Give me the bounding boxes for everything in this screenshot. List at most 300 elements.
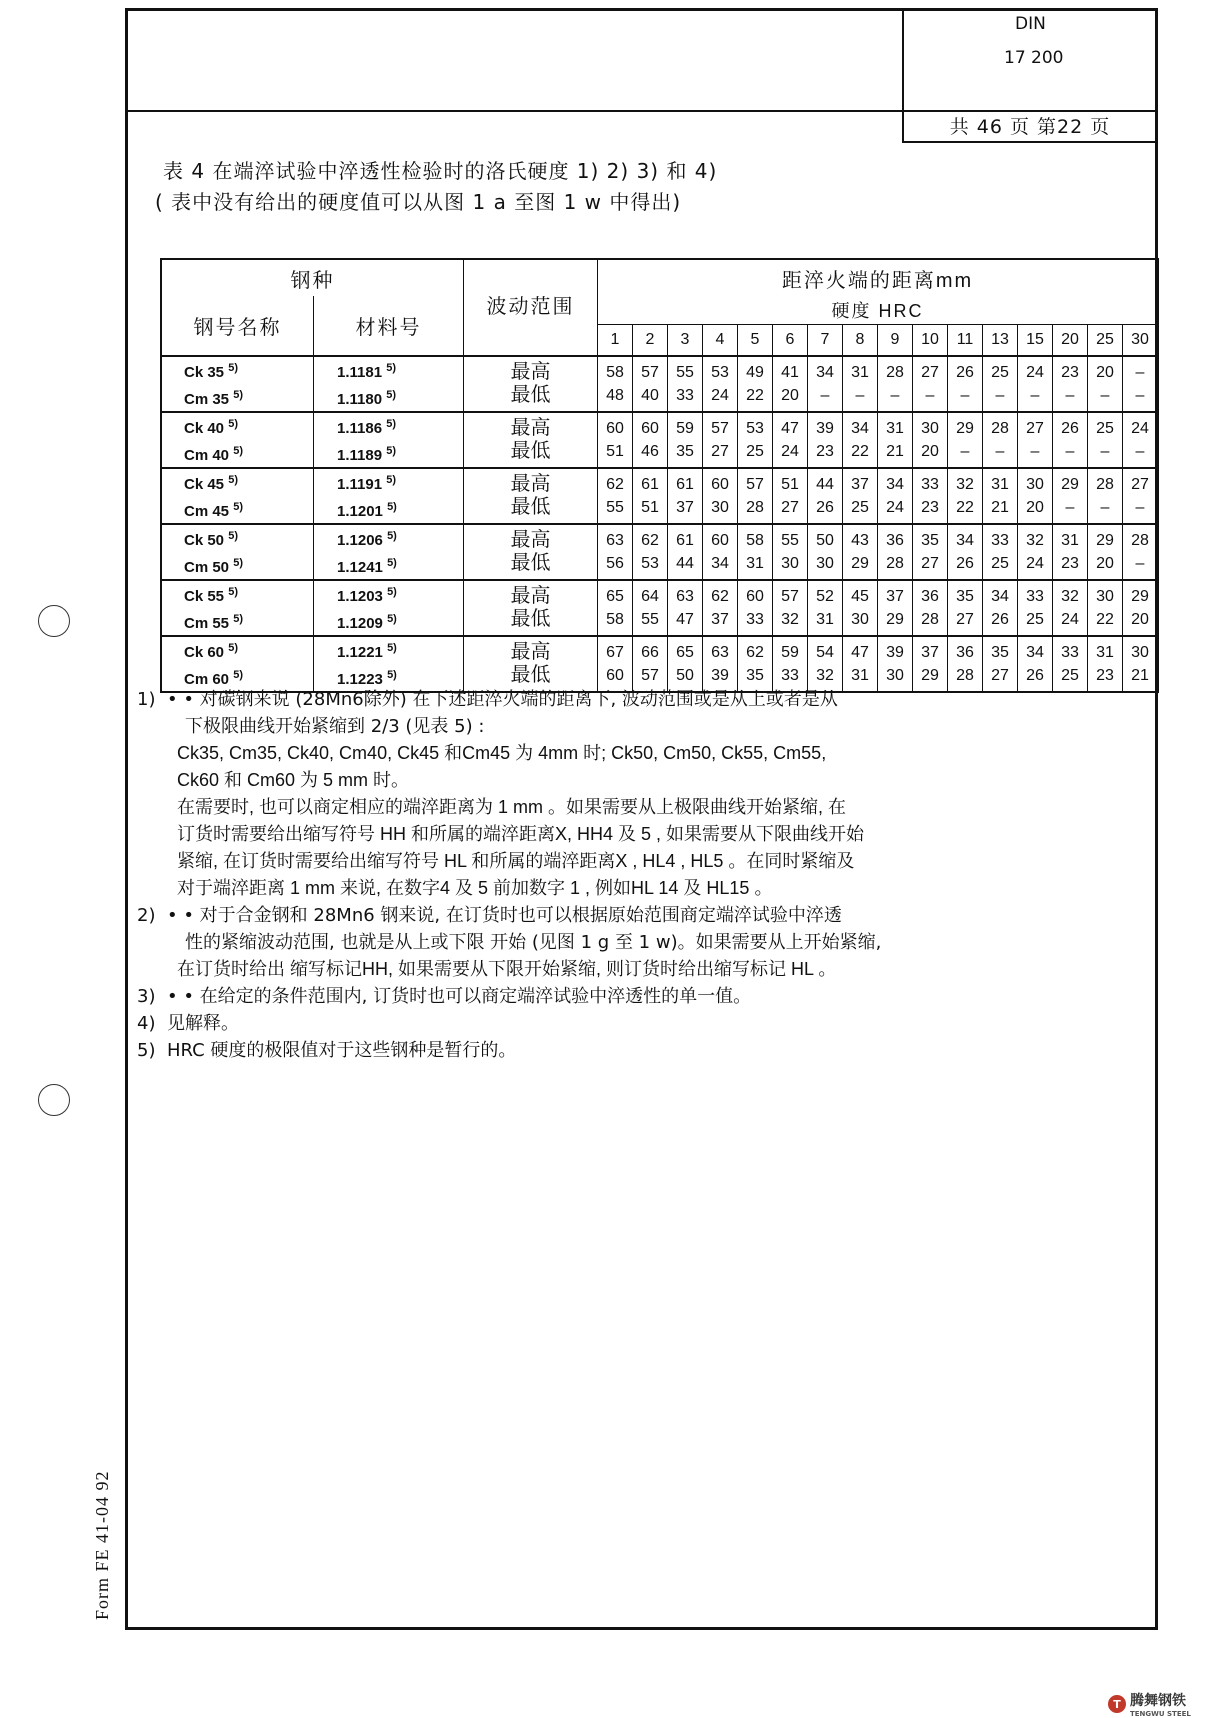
hardness-max: 26 (1061, 420, 1079, 437)
hardness-min: 25 (1026, 611, 1044, 628)
material-number: 1.1201 (337, 503, 383, 520)
min-label: 最低 (510, 552, 551, 574)
hardness-max: 47 (851, 644, 869, 661)
hardness-cell (773, 412, 808, 468)
footnote-1-line: 订货时需要给出缩写符号 HH 和所属的端淬距离X, HH4 及 5 , 如果需要从下限曲线开始 (177, 824, 865, 844)
hardness-min: 25 (746, 443, 764, 460)
material-number: 1.1181 (337, 364, 383, 381)
footnote-1-line: • • 对碳钢来说 (28Mn6除外) 在下述距淬火端的距离下, 波动范围或是从上或者是从 (167, 689, 838, 710)
hardness-cell (773, 580, 808, 636)
distance-header: 9 (878, 325, 913, 357)
hardness-max: 65 (606, 588, 624, 605)
footnote-mark: 5) (387, 586, 397, 598)
footnote-1-line: 在需要时, 也可以商定相应的端淬距离为 1 mm 。如果需要从上极限曲线开始紧缩, 在 (177, 797, 847, 817)
hardness-max: 33 (1061, 644, 1079, 661)
hardness-cell (878, 524, 913, 580)
hardness-max: 31 (991, 476, 1009, 493)
hardness-cell (878, 580, 913, 636)
hardness-max: 24 (1131, 420, 1149, 437)
hardness-max: 28 (1096, 476, 1114, 493)
hardness-cell (808, 636, 843, 692)
hardness-min: 37 (676, 499, 694, 516)
distance-header: 2 (633, 325, 668, 357)
distance-header: 7 (808, 325, 843, 357)
hardness-min: – (1030, 443, 1040, 460)
footnote-2-line: • • 对于合金钢和 28Mn6 钢来说, 在订货时也可以根据原始范围商定端淬试验中淬透 (167, 905, 842, 926)
material-number: 1.1180 (337, 391, 383, 408)
hardness-cell (633, 356, 668, 412)
footnote-mark: 5) (387, 530, 397, 542)
hardness-max: 60 (711, 476, 729, 493)
hardness-max: 28 (886, 364, 904, 381)
logo-name: 腾舞钢铁 (1130, 1693, 1186, 1709)
hardness-cell (738, 636, 773, 692)
hardness-max: 27 (1026, 420, 1044, 437)
material-number-cell (314, 580, 464, 636)
hardness-max: 59 (781, 644, 799, 661)
steel-name: Ck 45 (184, 476, 225, 493)
hardness-min: 22 (956, 499, 974, 516)
hardness-max: 25 (991, 364, 1009, 381)
hardness-min: 31 (851, 667, 869, 684)
steel-name-cell (161, 356, 314, 412)
material-number-cell (314, 524, 464, 580)
footnote-mark: 5) (228, 362, 238, 374)
distance-header: 30 (1123, 325, 1159, 357)
max-label: 最高 (510, 361, 551, 383)
hardness-max: 62 (641, 532, 659, 549)
hardness-min: 51 (606, 443, 624, 460)
hardness-max: 47 (781, 420, 799, 437)
hardness-cell (598, 580, 633, 636)
hardness-cell (983, 636, 1018, 692)
hardness-max: 23 (1061, 364, 1079, 381)
hardness-min: 53 (641, 555, 659, 572)
footnote-mark: 5) (233, 389, 243, 401)
footnote-mark: 5) (233, 557, 243, 569)
hardness-cell (633, 468, 668, 524)
hardness-max: 36 (956, 644, 974, 661)
hardness-max: 67 (606, 644, 624, 661)
hardness-max: 60 (746, 588, 764, 605)
hardness-min: 44 (676, 555, 694, 572)
footnote-1-line: Ck60 和 Cm60 为 5 mm 时。 (177, 770, 410, 790)
hardness-min: 23 (921, 499, 939, 516)
hardness-max: 30 (1096, 588, 1114, 605)
range-cell (464, 636, 598, 692)
hardness-min: 40 (641, 387, 659, 404)
max-label: 最高 (510, 417, 551, 439)
footnote-mark: 5) (228, 586, 238, 598)
hardness-cell (983, 524, 1018, 580)
hardness-max: 49 (746, 364, 764, 381)
min-label: 最低 (510, 608, 551, 630)
hardness-max: 32 (1061, 588, 1079, 605)
hardness-max: 64 (641, 588, 659, 605)
hardness-max: 20 (1096, 364, 1114, 381)
hardness-min: 58 (606, 611, 624, 628)
hardness-cell (808, 468, 843, 524)
hardness-cell (1088, 412, 1123, 468)
material-number-cell (314, 356, 464, 412)
max-label: 最高 (510, 529, 551, 551)
hardness-min: 25 (1061, 667, 1079, 684)
hardness-max: 33 (1026, 588, 1044, 605)
hardness-max: 57 (746, 476, 764, 493)
hardness-cell (808, 580, 843, 636)
footnote-1-line: 紧缩, 在订货时需要给出缩写符号 HL 和所属的端淬距离X , HL4 , HL5 。在同时紧缩及 (177, 851, 855, 871)
hardness-min: 24 (886, 499, 904, 516)
hardness-cell (668, 356, 703, 412)
hardness-max: 51 (781, 476, 799, 493)
hardness-max: 61 (676, 476, 694, 493)
hardness-table (160, 258, 1159, 693)
hardness-cell (598, 356, 633, 412)
material-number: 1.1223 (337, 671, 383, 688)
hardness-max: 36 (921, 588, 939, 605)
hardness-max: 59 (676, 420, 694, 437)
hardness-cell (1018, 580, 1053, 636)
material-number: 1.1203 (337, 588, 383, 605)
hardness-cell (913, 412, 948, 468)
hardness-max: 66 (641, 644, 659, 661)
hardness-min: – (1065, 443, 1075, 460)
hardness-cell (598, 524, 633, 580)
hardness-cell (1123, 468, 1159, 524)
hardness-cell (773, 636, 808, 692)
hardness-cell (843, 580, 878, 636)
hardness-cell (843, 636, 878, 692)
distance-header: 8 (843, 325, 878, 357)
hardness-cell (983, 468, 1018, 524)
standard-label: DIN (1015, 14, 1046, 34)
hardness-max: 61 (641, 476, 659, 493)
material-number: 1.1241 (337, 559, 383, 576)
hardness-cell (843, 356, 878, 412)
hardness-cell (703, 524, 738, 580)
material-number: 1.1189 (337, 447, 383, 464)
steel-name: Cm 60 (184, 671, 230, 688)
hardness-min: 22 (746, 387, 764, 404)
table-row (161, 636, 1158, 692)
hardness-max: 37 (921, 644, 939, 661)
hardness-cell (948, 580, 983, 636)
hardness-min: 29 (921, 667, 939, 684)
hardness-min: 35 (676, 443, 694, 460)
hardness-cell (668, 524, 703, 580)
punch-hole (38, 1084, 70, 1116)
hardness-cell (668, 468, 703, 524)
hardness-min: 21 (991, 499, 1009, 516)
range-cell (464, 356, 598, 412)
hardness-max: 55 (781, 532, 799, 549)
steel-name: Cm 45 (184, 503, 230, 520)
col-steel: 钢种 (161, 259, 464, 296)
hardness-max: 53 (746, 420, 764, 437)
footnote-2-line: 性的紧缩波动范围, 也就是从上或下限 开始 (见图 1 g 至 1 w)。如果需要从上开始紧缩, (185, 932, 882, 953)
hardness-min: 23 (1096, 667, 1114, 684)
logo-sub: TENGWU STEEL (1130, 1710, 1191, 1718)
hardness-cell (983, 412, 1018, 468)
hardness-cell (1053, 468, 1088, 524)
footnote-mark: 5) (386, 418, 397, 430)
hardness-max: 30 (921, 420, 939, 437)
hardness-cell (738, 356, 773, 412)
hardness-max: 25 (1096, 420, 1114, 437)
hardness-min: 20 (1131, 611, 1149, 628)
distance-header: 4 (703, 325, 738, 357)
hardness-max: 41 (781, 364, 799, 381)
table-row (161, 356, 1158, 412)
hardness-max: 26 (956, 364, 974, 381)
footnote-5-line: HRC 硬度的极限值对于这些钢种是暂行的。 (167, 1040, 517, 1061)
hardness-max: 31 (1061, 532, 1079, 549)
hardness-min: – (1100, 499, 1110, 516)
hardness-max: 27 (1131, 476, 1149, 493)
hardness-max: 34 (956, 532, 974, 549)
hardness-cell (1123, 356, 1159, 412)
col-material: 材料号 (314, 296, 464, 356)
hardness-cell (668, 636, 703, 692)
footnote-5 (137, 1037, 1157, 1064)
col-range: 波动范围 (464, 259, 598, 356)
hardness-cell (983, 356, 1018, 412)
hardness-cell (738, 468, 773, 524)
hardness-max: 28 (991, 420, 1009, 437)
hardness-min: – (1135, 443, 1145, 460)
hardness-cell (843, 468, 878, 524)
footnote-mark: 5) (387, 557, 397, 569)
hardness-max: 34 (991, 588, 1009, 605)
hardness-cell (633, 636, 668, 692)
steel-name: Cm 35 (184, 391, 230, 408)
footnote-mark: 5) (233, 501, 243, 513)
distance-header: 25 (1088, 325, 1123, 357)
hardness-min: 30 (886, 667, 904, 684)
hardness-min: 55 (641, 611, 659, 628)
hardness-min: – (1065, 387, 1075, 404)
range-cell (464, 580, 598, 636)
hardness-max: 32 (1026, 532, 1044, 549)
hardness-min: 23 (816, 443, 834, 460)
table-subtitle: ( 表中没有给出的硬度值可以从图 1 a 至图 1 w 中得出) (155, 190, 682, 214)
hardness-max: 31 (886, 420, 904, 437)
hardness-max: 31 (851, 364, 869, 381)
hardness-min: 30 (816, 555, 834, 572)
hardness-min: – (995, 387, 1005, 404)
hardness-cell (878, 468, 913, 524)
table-title: 表 4 在端淬试验中淬透性检验时的洛氏硬度 1) 2) 3) 和 4) (163, 159, 718, 183)
steel-name: Ck 60 (184, 644, 225, 661)
hardness-min: 22 (1096, 611, 1114, 628)
footnote-1-line: Ck35, Cm35, Ck40, Cm40, Ck45 和Cm45 为 4mm 时; Ck50, Cm50, Ck55, Cm55, (177, 743, 827, 763)
hardness-cell (1123, 580, 1159, 636)
footnote-4-line: 见解释。 (167, 1013, 239, 1034)
hardness-max: 43 (851, 532, 869, 549)
hardness-cell (1018, 468, 1053, 524)
hardness-max: 52 (816, 588, 834, 605)
hardness-min: 27 (956, 611, 974, 628)
hardness-min: – (1030, 387, 1040, 404)
hardness-cell (1053, 524, 1088, 580)
hardness-min: 21 (886, 443, 904, 460)
distance-header: 11 (948, 325, 983, 357)
hardness-min: 32 (816, 667, 834, 684)
hardness-cell (1088, 636, 1123, 692)
hardness-cell (913, 356, 948, 412)
hardness-cell (1053, 356, 1088, 412)
hardness-min: – (995, 443, 1005, 460)
material-number: 1.1209 (337, 615, 383, 632)
hardness-max: 63 (676, 588, 694, 605)
hardness-cell (843, 524, 878, 580)
hardness-cell (808, 356, 843, 412)
hardness-max: 30 (1131, 644, 1149, 661)
hardness-cell (668, 412, 703, 468)
hardness-max: 35 (991, 644, 1009, 661)
hardness-min: 33 (781, 667, 799, 684)
hardness-min: – (855, 387, 865, 404)
hardness-min: 39 (711, 667, 729, 684)
hardness-min: – (1135, 555, 1145, 572)
footnote-mark: 5) (228, 530, 238, 542)
hardness-min: 37 (711, 611, 729, 628)
footnote-mark: 5) (228, 418, 238, 430)
hardness-max: 31 (1096, 644, 1114, 661)
min-label: 最低 (510, 440, 551, 462)
steel-name-cell (161, 636, 314, 692)
footnote-mark: 5) (387, 669, 397, 681)
hardness-max: – (1135, 364, 1145, 381)
hardness-max: 35 (921, 532, 939, 549)
hardness-min: 32 (781, 611, 799, 628)
hardness-max: 29 (1096, 532, 1114, 549)
hardness-cell (948, 356, 983, 412)
hardness-min: 20 (921, 443, 939, 460)
standard-number: 17 200 (1004, 48, 1064, 68)
hardness-min: 24 (781, 443, 799, 460)
hardness-max: 30 (1026, 476, 1044, 493)
hardness-max: 28 (1131, 532, 1149, 549)
hardness-min: 34 (711, 555, 729, 572)
hardness-min: 30 (851, 611, 869, 628)
hardness-cell (913, 468, 948, 524)
footnote-3 (137, 983, 1157, 1010)
hardness-min: 28 (886, 555, 904, 572)
hardness-cell (773, 524, 808, 580)
distance-header: 13 (983, 325, 1018, 357)
footnote-2-line: 在订货时给出 缩写标记HH, 如果需要从下限开始紧缩, 则订货时给出缩写标记 HL 。 (177, 959, 837, 979)
footnote-4-number: 4) (137, 1013, 156, 1034)
hardness-max: 65 (676, 644, 694, 661)
hardness-max: 39 (886, 644, 904, 661)
distance-header: 5 (738, 325, 773, 357)
hardness-cell (633, 580, 668, 636)
hardness-max: 57 (641, 364, 659, 381)
hardness-max: 60 (711, 532, 729, 549)
hardness-min: – (960, 387, 970, 404)
min-label: 最低 (510, 664, 551, 686)
hardness-min: 29 (851, 555, 869, 572)
table-row (161, 468, 1158, 524)
material-number: 1.1191 (337, 476, 383, 493)
hardness-max: 63 (711, 644, 729, 661)
hardness-min: 26 (1026, 667, 1044, 684)
hardness-cell (1053, 636, 1088, 692)
footnote-mark: 5) (228, 642, 238, 654)
hardness-min: – (890, 387, 900, 404)
hardness-max: 32 (956, 476, 974, 493)
hardness-max: 58 (746, 532, 764, 549)
hardness-min: 27 (711, 443, 729, 460)
hardness-min: 27 (781, 499, 799, 516)
hardness-min: 28 (956, 667, 974, 684)
hardness-max: 55 (676, 364, 694, 381)
hardness-min: 33 (746, 611, 764, 628)
hardness-min: 27 (921, 555, 939, 572)
distance-header: 3 (668, 325, 703, 357)
hardness-max: 62 (606, 476, 624, 493)
steel-name: Ck 50 (184, 532, 225, 549)
hardness-max: 62 (711, 588, 729, 605)
hardness-min: 56 (606, 555, 624, 572)
hardness-cell (598, 468, 633, 524)
hardness-max: 60 (641, 420, 659, 437)
material-number-cell (314, 468, 464, 524)
table-row (161, 412, 1158, 468)
hardness-cell (1088, 468, 1123, 524)
footnote-1-line: 下极限曲线开始紧缩到 2/3 (见表 5) : (185, 716, 485, 737)
hardness-max: 39 (816, 420, 834, 437)
hardness-min: 57 (641, 667, 659, 684)
footnotes (137, 686, 1157, 1064)
hardness-max: 29 (956, 420, 974, 437)
steel-name-cell (161, 412, 314, 468)
steel-name: Ck 35 (184, 364, 225, 381)
hardness-min: 48 (606, 387, 624, 404)
hardness-min: 51 (641, 499, 659, 516)
hardness-cell (703, 636, 738, 692)
hardness-max: 53 (711, 364, 729, 381)
hardness-min: 60 (606, 667, 624, 684)
range-cell (464, 524, 598, 580)
footnote-mark: 5) (233, 669, 243, 681)
hardness-max: 60 (606, 420, 624, 437)
steel-name: Cm 55 (184, 615, 230, 632)
hardness-cell (1123, 524, 1159, 580)
hardness-cell (668, 580, 703, 636)
hardness-cell (703, 580, 738, 636)
hardness-max: 35 (956, 588, 974, 605)
footnote-mark: 5) (228, 474, 238, 486)
hardness-cell (773, 356, 808, 412)
hardness-cell (773, 468, 808, 524)
hardness-min: 21 (1131, 667, 1149, 684)
hardness-min: 20 (1096, 555, 1114, 572)
footnote-1-number: 1) (137, 689, 156, 710)
hardness-min: 20 (1026, 499, 1044, 516)
hardness-cell (948, 524, 983, 580)
material-number: 1.1206 (337, 532, 383, 549)
hardness-min: 25 (851, 499, 869, 516)
distance-header: 6 (773, 325, 808, 357)
hardness-cell (878, 356, 913, 412)
hardness-min: 25 (991, 555, 1009, 572)
hardness-cell (1018, 636, 1053, 692)
hardness-min: 24 (711, 387, 729, 404)
hardness-min: 20 (781, 387, 799, 404)
hardness-min: 46 (641, 443, 659, 460)
